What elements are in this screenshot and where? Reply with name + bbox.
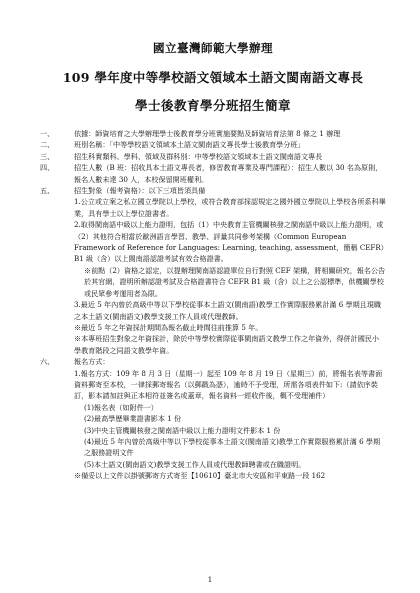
section-5 bbox=[40, 185, 386, 196]
section-5-item-2: 2.取得閩南語中級以上能力證明，包括（1）中央教育主管機關核發之閩南語中級以上能力證明，或（2）其他符合相當於歐洲語言學習、教學、評量共同參考架構（Common European Framework of Reference for Languages: Learning, teaching, assessment，簡稱 CEFR）B1 級（含）以上閩南語認證考試有效合格證書。 bbox=[74, 220, 385, 264]
section-3 bbox=[40, 151, 386, 162]
section-6-item-1: 1.報名方式：109 年 8 月 3 日（星期一）起至 109 年 8 月 19 日（星期三）前，將報名表等書面資料郵寄至本校，一律採郵寄報名（以郵戳為憑），逾時不予受理，所需各項表件如下:（請依序裝訂，影本請加註與正本相符並簽名或蓋章，報名資料一經收件後，概不受理補件） bbox=[74, 368, 383, 401]
section-6-text: 報名方式： bbox=[74, 357, 110, 367]
title-school: 國立臺灣師範大學辦理 bbox=[153, 41, 273, 55]
section-6-sub-3: (3)中央主管機關核發之閩南語中級以上能力證明文件影本 1 份 bbox=[84, 425, 281, 435]
section-6 bbox=[40, 356, 386, 367]
section-6-label: 六、 bbox=[40, 357, 55, 367]
section-6-sub-1: (1)報名表（如附件一） bbox=[84, 402, 158, 412]
section-1 bbox=[40, 128, 386, 139]
title-brochure: 學士後教育學分班招生簡章 bbox=[134, 98, 291, 113]
section-6-sub-4: (4)最近 5 年內曾於高級中等以下學校從事本土語文(閩南語文)教學工作實際服務累計滿 6 學期之服務證明文件 bbox=[84, 436, 381, 458]
section-6-sub-5: (5)本土語文(閩南語文)教學支援工作人員或代理教師聘書或在職證明。 bbox=[84, 459, 306, 469]
section-2 bbox=[40, 139, 386, 150]
section-4 bbox=[40, 162, 386, 185]
section-2-label: 二、 bbox=[40, 140, 55, 150]
section-3-label: 三、 bbox=[40, 151, 55, 161]
document-body bbox=[40, 128, 386, 482]
page-number: 1 bbox=[207, 576, 213, 584]
section-5-note-2: ※最近 5 年之年資採計期間為報名截止時間往前推算 5 年。 bbox=[74, 322, 263, 332]
section-2-text: 班別名稱：「中等學校語文領域本土語文閩南語文專長學士後教育學分班」 bbox=[74, 140, 305, 150]
section-5-item-3: 3.最近 5 年內曾於高級中等以下學校從事本土語文(閩南語)教學工作實際服務累計滿 6 學期且現職之本土語文(閩南語文)教學支援工作人員或代理教師。 bbox=[74, 300, 382, 321]
section-5-note-1: ※前點（2）資格之認定，以提辦理閩南語認證單位自行對照 CEF 架構，將相關研究，報名公告於其官網，證明所辦認證考試及合格證書符合 CEFR B1 級（含）以上之公認標準，供機關學校或民眾參考運用者為限。 bbox=[84, 265, 386, 298]
section-5-item-1: 1.公立或立案之私立國立學院以上學校，或符合教育部採認規定之國外國立學院以上學校各所系科畢業，具有學士以上學位證書者。 bbox=[74, 197, 386, 218]
section-5-text: 招生對象（報考資格）：以下三項皆須具備 bbox=[74, 186, 206, 196]
section-1-label: 一、 bbox=[40, 129, 55, 138]
section-5-label: 五、 bbox=[40, 186, 55, 196]
title-program: 109 學年度中等學校語文領域本土語文閩南語文專長 bbox=[62, 70, 364, 85]
section-1-text: 依據：師資培育之大學辦理學士後教育學分班實施要點及師資培育法第 8 條之 1 辦理 bbox=[74, 129, 341, 138]
section-3-text: 招生科實類科、學科、領域及群科別：中等學校語文領域本土語文閩南語文專長 bbox=[74, 151, 323, 161]
section-4-text: 招生人數（B 班：招收具本土語文專長者，修習教育專業及專門課程）：招生人數以 30 名為原則，報名人數未達 30 人，本校保留開班權利。 bbox=[74, 163, 383, 184]
section-6-sub-2: (2)最高學歷畢業證書影本 1 份 bbox=[84, 414, 182, 424]
section-6-note: ※備妥以上文件以掛號郵寄方式寄至【10610】臺北市大安區和平東路一段 162 bbox=[74, 471, 326, 481]
section-4-label: 四、 bbox=[40, 163, 55, 173]
section-5-note-3: ※本專班招生對象之年資採計，除於中等學校實際從事閩南語文教學工作之年資外，得併計國民小學教育階段之同語文教學年資。 bbox=[74, 334, 380, 355]
